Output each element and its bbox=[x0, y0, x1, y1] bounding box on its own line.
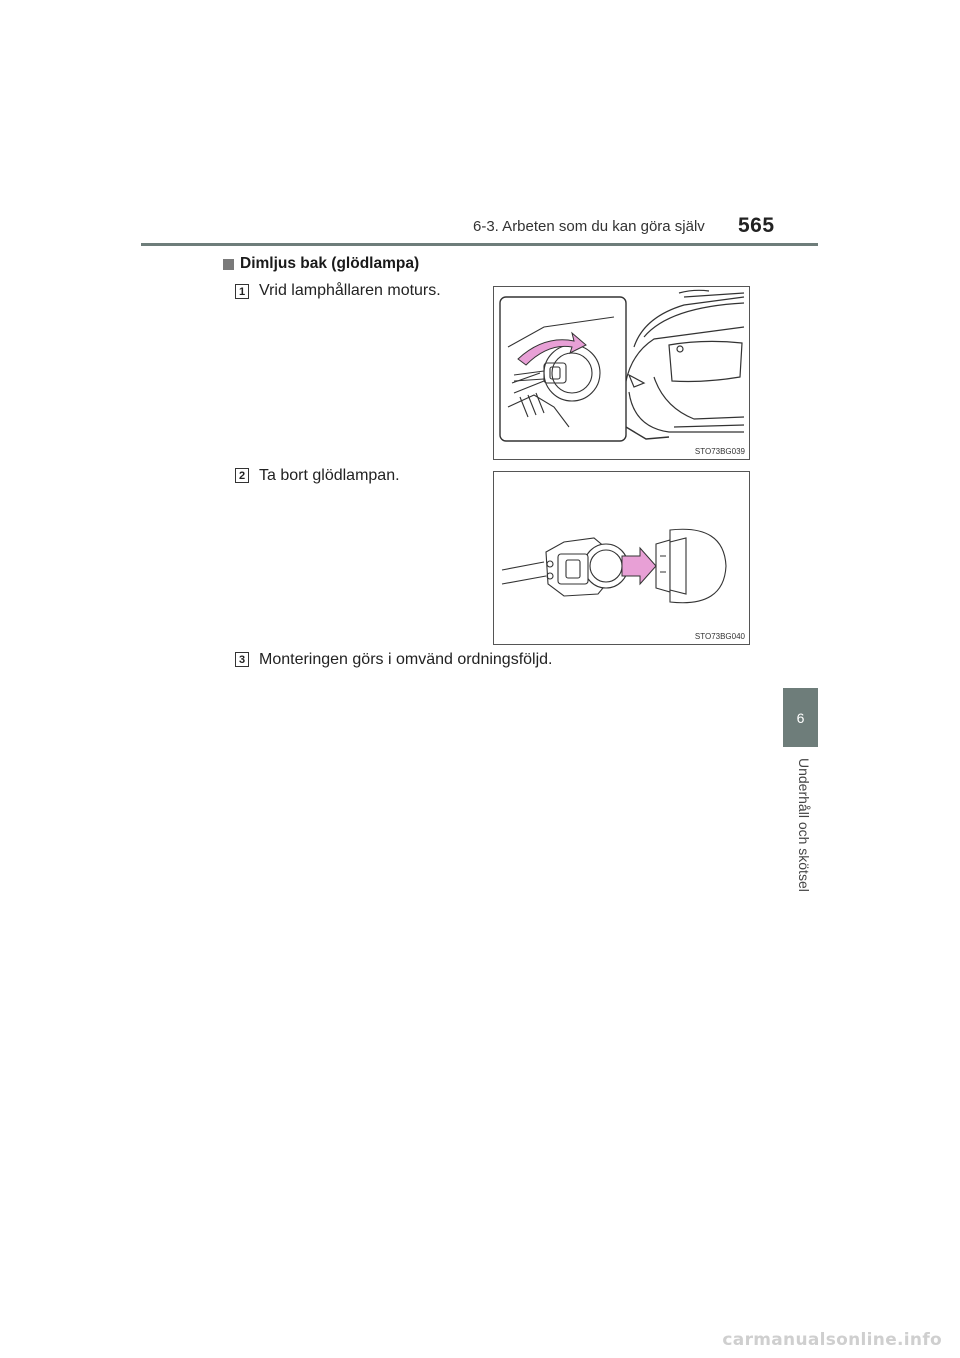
section-heading bbox=[223, 255, 483, 273]
section-heading-text: Dimljus bak (glödlampa) bbox=[240, 255, 420, 272]
chapter-number: 6 bbox=[796, 709, 805, 726]
figure-rear-fog-lamp-holder bbox=[493, 286, 750, 460]
figure-code-1: STO73BG039 bbox=[694, 447, 745, 456]
step-badge-1: 1 bbox=[235, 284, 249, 299]
section-title: 6-3. Arbeten som du kan göra själv bbox=[473, 218, 705, 235]
chapter-label: Underhåll och skötsel bbox=[796, 758, 812, 892]
rear-fog-lamp-illustration bbox=[494, 287, 750, 460]
page-number: 565 bbox=[738, 214, 775, 237]
step-badge-2: 2 bbox=[235, 468, 249, 483]
chapter-tab[interactable] bbox=[783, 688, 818, 747]
figure-remove-bulb bbox=[493, 471, 750, 645]
figure-code-2: STO73BG040 bbox=[694, 632, 745, 641]
square-bullet-icon bbox=[223, 259, 234, 270]
watermark: carmanualsonline.info bbox=[722, 1330, 942, 1350]
step-text-2: Ta bort glödlampan. bbox=[259, 467, 400, 484]
header-rule bbox=[141, 243, 818, 246]
step-badge-3: 3 bbox=[235, 652, 249, 667]
step-text-3: Monteringen görs i omvänd ordningsföljd. bbox=[259, 651, 553, 668]
insert-arrow-icon bbox=[622, 548, 656, 584]
bulb-removal-illustration bbox=[494, 472, 750, 645]
step-text-1: Vrid lamphållaren moturs. bbox=[259, 282, 441, 299]
